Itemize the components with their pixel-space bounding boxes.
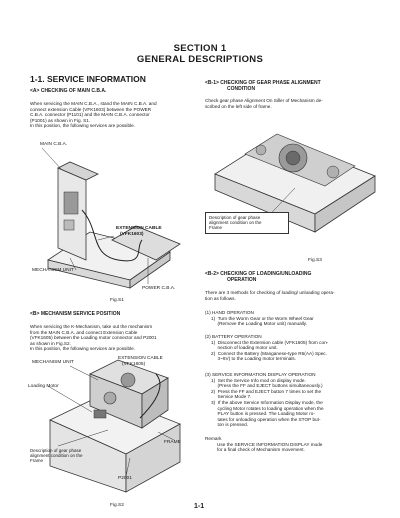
desc-line: Description of gear phase [30, 448, 82, 453]
figure-s2 [30, 358, 195, 493]
page-number: 1-1 [194, 503, 205, 510]
page-title: GENERAL DESCRIPTIONS [136, 54, 264, 65]
method-3-line: ton is pressed. [211, 422, 248, 428]
method-2-title: (2) BATTERY OPERATION [205, 334, 262, 339]
b2-intro-line: There are 3 methods for checking of loading/ unloading opera- [205, 290, 335, 295]
mech-unit-label-s2: MECHANISM UNIT [32, 360, 74, 365]
b1-body-line: scribed on the left side of frame. [205, 103, 272, 109]
a-body-line: connect extension Cable (VFK1603) between the POWER [30, 106, 152, 112]
frame-label: FRAME [164, 440, 181, 445]
section-heading [0, 43, 400, 65]
b-body [30, 324, 200, 352]
loading-motor-label: Loading Motor [28, 384, 59, 389]
p2001-label: P2001 [118, 476, 132, 481]
a-title: <A> CHECKING OF MAIN C.B.A. [30, 88, 107, 94]
method-3-line: (Press the FF and EJECT buttons simultaneously.) [211, 383, 323, 389]
b-body-line: In this position, the following services are possible. [30, 346, 136, 352]
b1-body-line: Check gear phase Alignment On Siller of Mechanism de- [205, 98, 323, 103]
desc-line: alignment condition on the [30, 453, 83, 459]
desc-line: Frame [30, 458, 44, 464]
method-3-line: PLAY button is pressed. The Loading Motor ro- [211, 411, 315, 417]
mech-unit-label: MECHANISM UNIT [32, 268, 74, 273]
ext-cable-code: (VFK1603) [120, 232, 144, 237]
method-3-title: (3) SERVICE INFORMATION DISPLAY OPERATION [205, 372, 316, 377]
desc-line: Frame [209, 225, 223, 231]
b1-title-line: CONDITION [227, 86, 256, 92]
b1-title [205, 80, 321, 92]
gear-phase-desc-s2 [30, 448, 102, 464]
method-3-line: 1) Set the Service Info mod on display mode. [211, 377, 306, 383]
b2-title-line: OPERATION [227, 277, 257, 283]
b1-title-line: <B-1> CHECKING OF GEAR PHASE ALIGNMENT [205, 80, 321, 86]
ext-cable-code-s2: (VFK1605) [122, 362, 146, 367]
figure-s1 [30, 140, 190, 296]
b-title: <B> MECHANISM SERVICE POSITION [30, 311, 121, 317]
desc-line: alignment condition on the [209, 220, 262, 226]
method-1 [205, 310, 385, 327]
method-1-title: (1) HAND OPERATION [205, 310, 254, 315]
fig-s1-caption: Fig.S1 [110, 298, 124, 303]
method-3-line: 2) Press the FF and EJECT button 7 times to set the [211, 388, 322, 394]
b2-intro-line: tion as follows. [205, 295, 236, 301]
b-body-line: from the MAIN C.B.A. and connect Extension Cable [30, 329, 138, 335]
method-3 [205, 372, 390, 428]
method-3-line: 3) If the above Service Information Display mode, the [211, 399, 323, 405]
a-body-line: In this position, the following services are possible. [30, 123, 136, 129]
method-2-line: 2) Connect the Battery (Manganese-type R6(AA) Spec. [211, 350, 327, 356]
fig-s2-caption: Fig.S2 [110, 503, 124, 508]
remark-label: Remark [205, 436, 222, 441]
b2-title-line: <B-2> CHECKING OF LOADING/UNLOADING [205, 271, 312, 277]
method-2-line: 1) Disconnect the Extension cable (VFK1605) from con- [211, 339, 329, 345]
desc-line: Description of gear phase [209, 215, 261, 220]
remark-line: for a final check of Mechanism movement. [217, 447, 305, 453]
method-3-line: tates for unloading operation when the STOP but- [211, 416, 321, 422]
gear-phase-desc-s3 [205, 212, 289, 234]
a-body [30, 101, 200, 129]
method-2-line: nection of loading motor unit. [211, 345, 278, 351]
b2-intro [205, 290, 385, 301]
a-body-line: C.B.A. connector (P1101) and the MAIN C.B.A. connector [30, 112, 150, 118]
b-body-line: as shown in Fig.S2. [30, 340, 71, 346]
method-1-line: 1) Turn the Worm Gear or the Worm Wheel Gear [211, 315, 314, 321]
fig-s2-drawing [30, 358, 195, 493]
b-body-line: (VFK1605) between the Loading motor connector and P2001 [30, 335, 157, 341]
method-1-line: (Remove the Loading Motor unit) manually. [211, 321, 308, 327]
section-number: SECTION 1 [173, 43, 227, 54]
power-cba-label: POWER C.B.A. [142, 286, 176, 291]
a-body-line: (P1001) as shown in Fig. S1. [30, 117, 91, 123]
method-3-line: Service Mode 7. [211, 394, 252, 400]
ext-cable-label-s2: EXTENSION CABLE [118, 356, 163, 361]
service-info-heading: 1-1. SERVICE INFORMATION [30, 74, 146, 84]
method-2 [205, 334, 385, 362]
method-2-line: 3~6V) to the Loading motor terminals. [211, 356, 297, 362]
b2-title [205, 271, 311, 283]
b1-body [205, 98, 385, 109]
a-body-line: When servicing the MAIN C.B.A., stand the MAIN C.B.A. and [30, 101, 157, 106]
b-body-line: When servicing the K-Mechanism, take out the mechanism [30, 324, 153, 329]
figure-s3 [205, 114, 385, 254]
remark-line: Use the SERVICE INFORMATION DISPLAY mode [217, 441, 323, 447]
remark [205, 436, 390, 453]
method-3-line: cycling Motor rotates to loading operation when the [211, 405, 324, 411]
fig-s3-caption: Fig.S3 [308, 258, 322, 263]
main-cba-label: MAIN C.B.A. [40, 142, 68, 147]
ext-cable-label: EXTENSION CABLE [116, 226, 162, 231]
